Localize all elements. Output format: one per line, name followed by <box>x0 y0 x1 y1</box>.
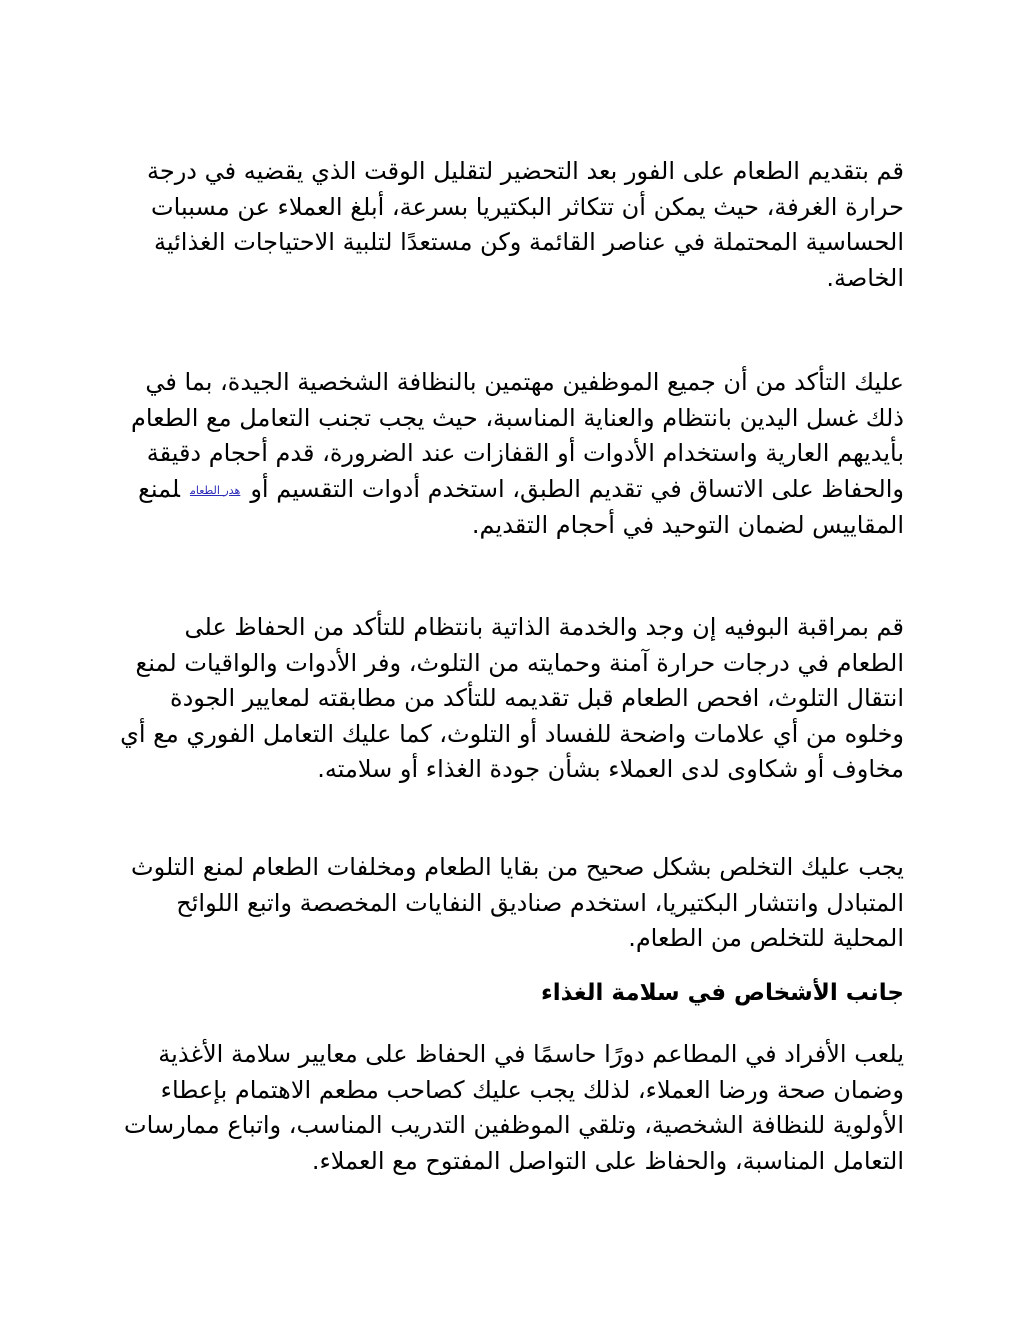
section-heading-people-food-safety: جانب الأشخاص في سلامة الغذاء <box>540 980 904 1006</box>
paragraph-individuals-role: يلعب الأفراد في المطاعم دورًا حاسمًا في الحفاظ على معايير سلامة الأغذية وضمان صحة ورضا العملاء، لذلك يجب عليك كصاحب مطعم الاهتمام بإعطاء الأولوية للنظافة الشخصية، وتلقي الموظفين التدريب المناسب، واتباع ممارسات التعامل المناسبة، والحفاظ على التواصل المفتوح مع العملاء. <box>124 1040 904 1175</box>
paragraph-staff-hygiene-text-2: لمنع المقاييس لضمان التوحيد في أحجام التقديم. <box>138 474 904 539</box>
paragraph-staff-hygiene <box>114 365 904 544</box>
food-waste-link[interactable]: هدر الطعام <box>189 483 241 497</box>
paragraph-staff-hygiene-text-1: عليك التأكد من أن جميع الموظفين مهتمين بالنظافة الشخصية الجيدة، بما في ذلك غسل اليدين بانتظام والعناية المناسبة، حيث يجب تجنب التعامل مع الطعام بأيديهم العارية واستخدام الأدوات أو القفازات عند الضرورة، قدم أحجام دقيقة والحفاظ على الاتساق في تقديم الطبق، استخدم أدوات التقسيم أو <box>130 368 904 503</box>
paragraph-buffet-monitoring: قم بمراقبة البوفيه إن وجد والخدمة الذاتية بانتظام للتأكد من الحفاظ على الطعام في درجات حرارة آمنة وحمايته من التلوث، وفر الأدوات والواقيات لمنع انتقال التلوث، افحص الطعام قبل تقديمه للتأكد من مطابقته لمعايير الجودة وخلوه من أي علامات واضحة للفساد أو التلوث، كما عليك التعامل الفوري مع أي مخاوف أو شكاوى لدى العملاء بشأن جودة الغذاء أو سلامته. <box>120 613 904 783</box>
paragraph-waste-disposal: يجب عليك التخلص بشكل صحيح من بقايا الطعام ومخلفات الطعام لمنع التلوث المتبادل وانتشار البكتيريا، استخدم صناديق النفايات المخصصة واتبع اللوائح المحلية للتخلص من الطعام. <box>131 853 904 952</box>
paragraph-food-serving: قم بتقديم الطعام على الفور بعد التحضير لتقليل الوقت الذي يقضيه في درجة حرارة الغرفة، حيث يمكن أن تتكاثر البكتيريا بسرعة، أبلغ العملاء عن مسببات الحساسية المحتملة في عناصر القائمة وكن مستعدًا لتلبية الاحتياجات الغذائية الخاصة. <box>146 157 904 292</box>
